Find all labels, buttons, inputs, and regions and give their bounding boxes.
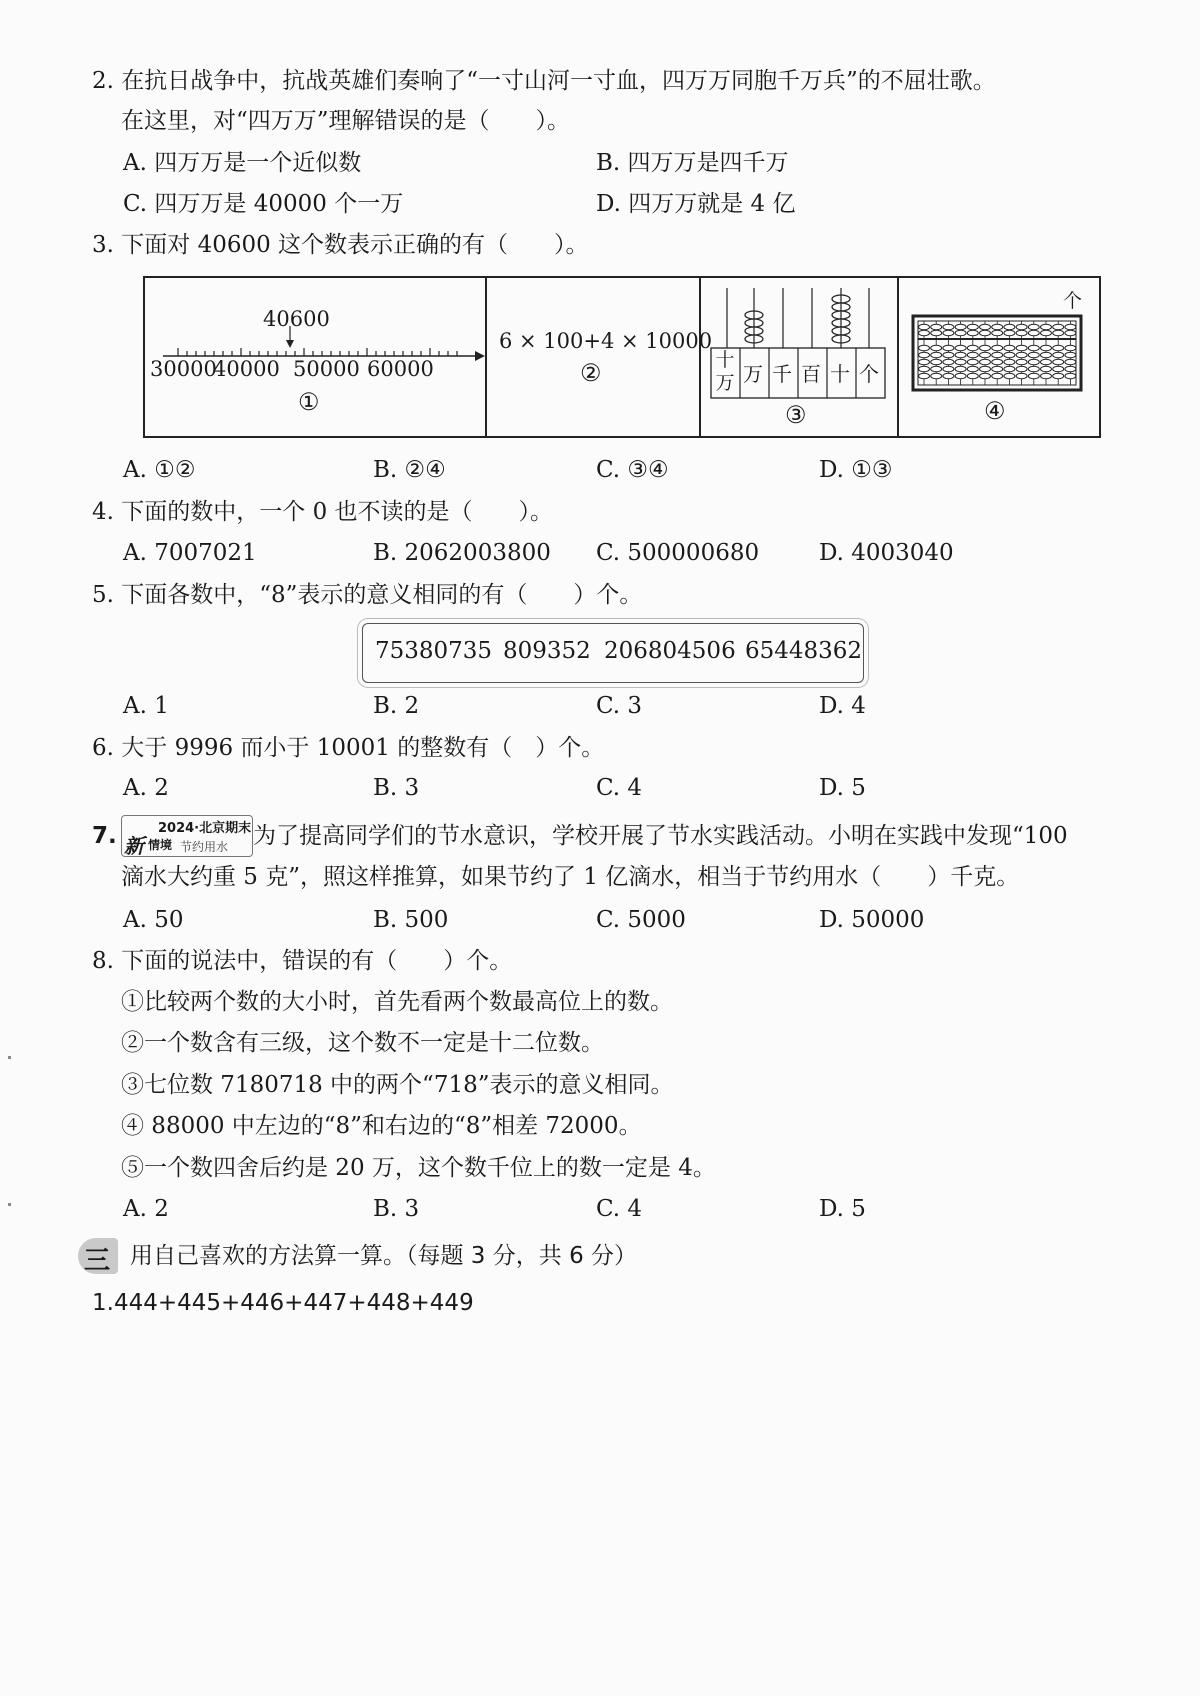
q5-text: 5. 下面各数中，“8”表示的意义相同的有（ ）个。 <box>92 582 643 608</box>
fig3-place-wan: 万 <box>743 362 763 386</box>
abacus-bead <box>943 330 954 336</box>
abacus-bead <box>919 330 930 336</box>
abacus-bead <box>1016 324 1027 330</box>
abacus-bead <box>1004 359 1015 365</box>
q8-text: 8. 下面的说法中，错误的有（ ）个。 <box>92 948 513 974</box>
abacus-bead <box>943 352 954 358</box>
q5-number-3: 206804506 <box>604 638 736 664</box>
abacus-bead <box>1016 345 1027 351</box>
q8-option-b[interactable]: B. 3 <box>373 1196 420 1222</box>
abacus-bead <box>992 359 1003 365</box>
abacus-bead <box>980 345 991 351</box>
fig1-tick-60000: 60000 <box>367 357 434 381</box>
abacus-bead <box>1004 373 1015 379</box>
abacus-bead <box>931 352 942 358</box>
abacus-bead <box>931 324 942 330</box>
abacus-bead <box>955 345 966 351</box>
abacus-bead <box>992 352 1003 358</box>
abacus-bead <box>1016 359 1027 365</box>
abacus-bead <box>919 366 930 372</box>
abacus-bead <box>919 345 930 351</box>
q2-option-b[interactable]: B. 四万万是四千万 <box>596 150 789 176</box>
q8-option-d[interactable]: D. 5 <box>819 1196 866 1222</box>
abacus-bead <box>1053 373 1064 379</box>
q2-line1: 2. 在抗日战争中，抗战英雄们奏响了“一寸山河一寸血，四万万同胞千万兵”的不屈壮歌。 <box>92 68 996 94</box>
abacus-bead <box>992 345 1003 351</box>
abacus-bead <box>1004 366 1015 372</box>
abacus-bead <box>955 352 966 358</box>
fig3-place-shi: 十 <box>830 362 850 386</box>
q7-tag-new: 新 <box>124 834 144 858</box>
abacus-bead <box>1041 324 1052 330</box>
abacus-bead <box>1041 345 1052 351</box>
abacus-bead <box>1065 324 1076 330</box>
abacus-bead <box>967 366 978 372</box>
q5-option-b[interactable]: B. 2 <box>373 693 420 719</box>
abacus-bead <box>992 366 1003 372</box>
q7-tag-topic: 节约用水 <box>180 840 229 854</box>
abacus-bead <box>1004 345 1015 351</box>
q4-option-a[interactable]: A. 7007021 <box>123 540 257 566</box>
section3-q1: 1.444+445+446+447+448+449 <box>92 1290 474 1316</box>
q3-option-c[interactable]: C. ③④ <box>596 457 669 483</box>
abacus-bead <box>943 324 954 330</box>
q7-option-b[interactable]: B. 500 <box>373 907 449 933</box>
section3-badge-label: 三 <box>84 1246 111 1276</box>
abacus-bead <box>992 324 1003 330</box>
q6-option-c[interactable]: C. 4 <box>596 775 643 801</box>
abacus-bead <box>1004 330 1015 336</box>
abacus-bead <box>1004 324 1015 330</box>
q8-statement-5: ⑤一个数四舍后约是 20 万，这个数千位上的数一定是 4。 <box>121 1155 716 1181</box>
abacus-bead <box>1028 366 1039 372</box>
fig2-expression: 6 × 100+4 × 10000 <box>499 329 713 353</box>
abacus-bead <box>967 359 978 365</box>
q5-number-box <box>362 623 864 683</box>
abacus-bead <box>992 330 1003 336</box>
q4-option-d[interactable]: D. 4003040 <box>819 540 954 566</box>
abacus-bead <box>919 324 930 330</box>
abacus-bead <box>1028 352 1039 358</box>
q7-option-a[interactable]: A. 50 <box>123 907 184 933</box>
abacus-bead <box>943 373 954 379</box>
q8-statement-1: ①比较两个数的大小时，首先看两个数最高位上的数。 <box>121 989 673 1015</box>
abacus-bead <box>967 373 978 379</box>
abacus-bead <box>1016 366 1027 372</box>
abacus-bead <box>1053 352 1064 358</box>
fig3-place-shiwan: 十万 <box>715 349 735 394</box>
abacus-bead <box>1053 324 1064 330</box>
fig4-unit: 个 <box>1063 290 1083 312</box>
q2-option-a[interactable]: A. 四万万是一个近似数 <box>123 150 362 176</box>
fig3-place-qian: 千 <box>772 362 792 386</box>
fig4-abacus <box>897 278 1099 436</box>
abacus-bead <box>967 324 978 330</box>
abacus-bead <box>1065 359 1076 365</box>
q4-text: 4. 下面的数中，一个 0 也不读的是（ ）。 <box>92 499 554 525</box>
margin-speck <box>8 1203 11 1206</box>
q3-option-b[interactable]: B. ②④ <box>373 457 446 483</box>
abacus-bead <box>1065 373 1076 379</box>
abacus-bead <box>1028 345 1039 351</box>
abacus-bead <box>931 359 942 365</box>
q5-number-4: 65448362 <box>745 638 863 664</box>
abacus-bead <box>919 373 930 379</box>
abacus-bead <box>980 366 991 372</box>
fig1-tick-50000: 50000 <box>293 357 360 381</box>
abacus-bead <box>980 359 991 365</box>
q6-option-b[interactable]: B. 3 <box>373 775 420 801</box>
q7-tag-kind: 情境 <box>148 838 173 852</box>
fig3-counting-frame <box>699 278 899 436</box>
abacus-bead <box>1053 330 1064 336</box>
abacus-bead <box>1028 359 1039 365</box>
abacus-bead <box>943 366 954 372</box>
abacus-bead <box>980 330 991 336</box>
q3-text: 3. 下面对 40600 这个数表示正确的有（ ）。 <box>92 232 589 258</box>
q7-context-tag <box>121 815 253 857</box>
q2-option-d[interactable]: D. 四万万就是 4 亿 <box>596 191 796 217</box>
fig3-label: ③ <box>785 401 807 429</box>
section3-title: 用自己喜欢的方法算一算。（每题 3 分，共 6 分） <box>130 1243 638 1269</box>
abacus-bead <box>1041 330 1052 336</box>
q3-option-d[interactable]: D. ①③ <box>819 457 893 483</box>
abacus-bead <box>1028 373 1039 379</box>
fig1-tick-30000: 30000 <box>150 357 217 381</box>
q6-text: 6. 大于 9996 而小于 10001 的整数有（ ）个。 <box>92 735 605 761</box>
fig3-place-bai: 百 <box>801 362 821 386</box>
q6-option-a[interactable]: A. 2 <box>123 775 169 801</box>
abacus-bead <box>1028 330 1039 336</box>
abacus-bead <box>1041 373 1052 379</box>
abacus-bead <box>1065 366 1076 372</box>
fig1-label: ① <box>298 388 320 416</box>
abacus-bead <box>1004 352 1015 358</box>
q7-number: 7. <box>92 823 117 849</box>
q5-option-a[interactable]: A. 1 <box>123 693 169 719</box>
q8-option-a[interactable]: A. 2 <box>123 1196 169 1222</box>
q7-line1: 为了提高同学们的节水意识，学校开展了节水实践活动。小明在实践中发现“100 <box>253 823 1068 849</box>
fig2-label: ② <box>580 359 602 387</box>
q2-option-c[interactable]: C. 四万万是 40000 个一万 <box>123 191 404 217</box>
abacus-bead <box>1053 345 1064 351</box>
abacus-bead <box>1016 352 1027 358</box>
abacus-bead <box>1053 366 1064 372</box>
abacus-bead <box>1016 373 1027 379</box>
abacus-bead <box>1065 352 1076 358</box>
abacus-bead <box>1041 359 1052 365</box>
q8-statement-3: ③七位数 7180718 中的两个“718”表示的意义相同。 <box>121 1072 674 1098</box>
fig4-label: ④ <box>984 397 1006 425</box>
abacus-bead <box>955 324 966 330</box>
abacus-bead <box>1053 359 1064 365</box>
abacus-bead <box>1041 366 1052 372</box>
abacus-bead <box>955 330 966 336</box>
q5-number-1: 75380735 <box>375 638 493 664</box>
q7-option-c[interactable]: C. 5000 <box>596 907 686 933</box>
abacus-bead <box>1028 324 1039 330</box>
section3-badge <box>78 1238 118 1274</box>
abacus-bead <box>1041 352 1052 358</box>
abacus-bead <box>980 324 991 330</box>
abacus-bead <box>931 366 942 372</box>
q8-statement-4: ④ 88000 中左边的“8”和右边的“8”相差 72000。 <box>121 1113 642 1139</box>
q4-option-b[interactable]: B. 2062003800 <box>373 540 551 566</box>
q4-option-c[interactable]: C. 500000680 <box>596 540 760 566</box>
abacus-bead <box>1065 330 1076 336</box>
fig1-marked-value: 40600 <box>263 307 330 331</box>
abacus-bead <box>992 373 1003 379</box>
q3-figure-table <box>143 276 1101 438</box>
abacus-bead <box>955 366 966 372</box>
fig1-tick-40000: 40000 <box>213 357 280 381</box>
abacus-bead <box>919 359 930 365</box>
q5-number-2: 809352 <box>503 638 591 664</box>
abacus-bead <box>931 345 942 351</box>
abacus-bead <box>931 373 942 379</box>
abacus-bead <box>1065 345 1076 351</box>
q3-option-a[interactable]: A. ①② <box>123 457 196 483</box>
abacus-bead <box>1016 330 1027 336</box>
fig2-expression-cell <box>485 278 713 436</box>
abacus-bead <box>967 330 978 336</box>
abacus-bead <box>967 345 978 351</box>
abacus-bead <box>955 373 966 379</box>
abacus-bead <box>931 330 942 336</box>
abacus-bead <box>943 345 954 351</box>
margin-speck <box>8 1056 11 1059</box>
abacus-bead <box>967 352 978 358</box>
abacus-bead <box>980 373 991 379</box>
abacus-bead <box>955 359 966 365</box>
abacus-bead <box>943 359 954 365</box>
abacus-bead <box>980 352 991 358</box>
fig1-number-line <box>145 278 487 436</box>
q7-tag-source: 2024·北京期末 <box>158 821 252 836</box>
q5-option-d[interactable]: D. 4 <box>819 693 866 719</box>
q8-statement-2: ②一个数含有三级，这个数不一定是十二位数。 <box>121 1030 604 1056</box>
fig3-place-ge: 个 <box>859 362 879 386</box>
q7-line2: 滴水大约重 5 克”，照这样推算，如果节约了 1 亿滴水，相当于节约用水（ ）千克。 <box>121 864 1020 890</box>
q7-option-d[interactable]: D. 50000 <box>819 907 925 933</box>
q8-option-c[interactable]: C. 4 <box>596 1196 643 1222</box>
q6-option-d[interactable]: D. 5 <box>819 775 866 801</box>
q5-option-c[interactable]: C. 3 <box>596 693 643 719</box>
abacus-bead <box>919 352 930 358</box>
q2-line2: 在这里，对“四万万”理解错误的是（ ）。 <box>121 108 571 134</box>
